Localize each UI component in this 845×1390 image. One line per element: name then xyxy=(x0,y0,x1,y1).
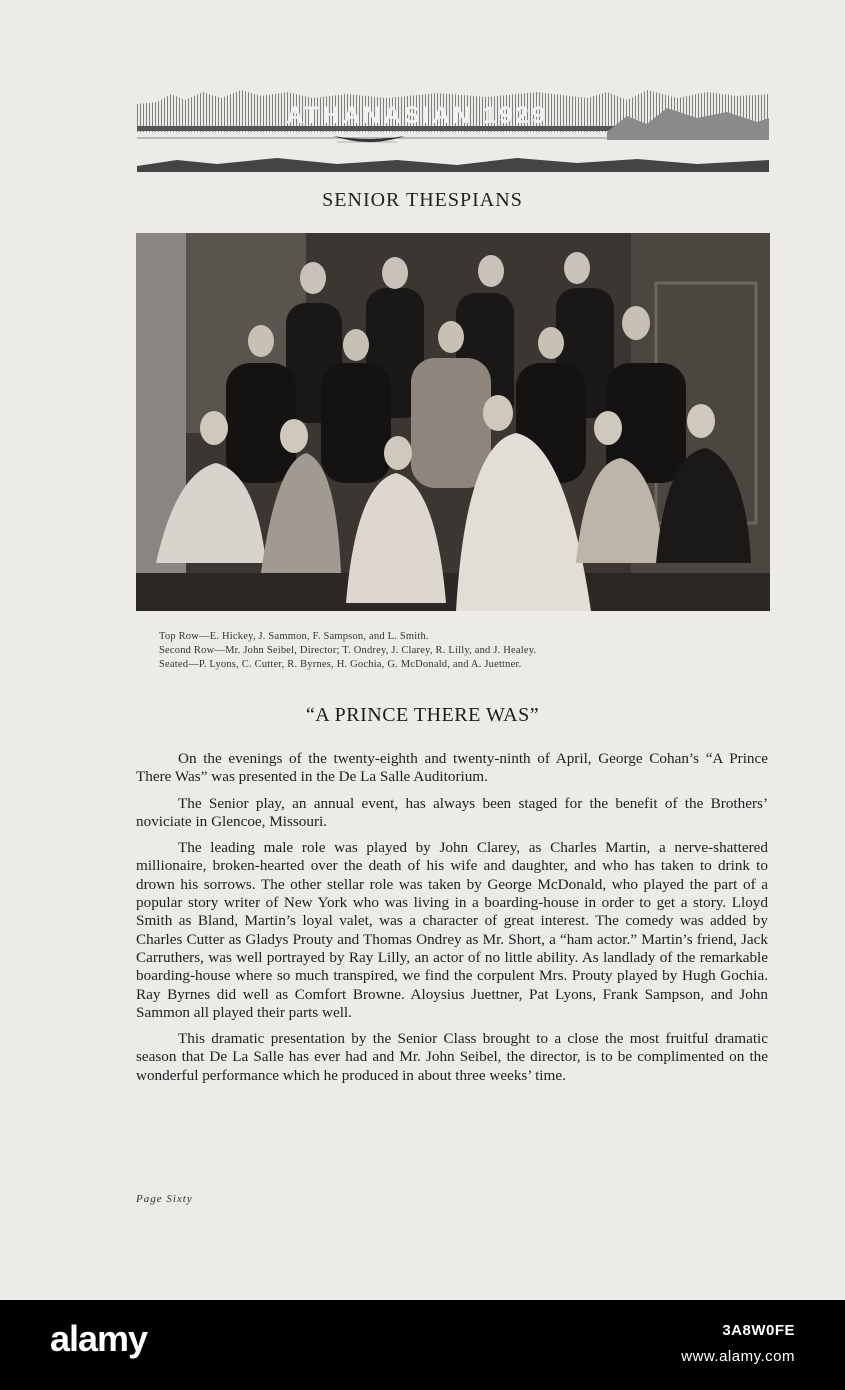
group-photograph-illustration xyxy=(136,233,770,611)
group-photograph xyxy=(136,233,770,611)
yearbook-banner xyxy=(137,88,769,176)
site-url: www.alamy.com xyxy=(681,1348,795,1365)
article-body xyxy=(136,750,768,1093)
paragraph-2: The Senior play, an annual event, has always been staged for the benefit of the Brothers’ noviciate in Glencoe, Missouri. xyxy=(136,794,768,830)
stock-watermark-footer xyxy=(0,1300,845,1390)
caption-second-row: Second Row—Mr. John Seibel, Director; T. Ondrey, J. Clarey, R. Lilly, and J. Healey. xyxy=(159,645,537,656)
caption-top-row: Top Row—E. Hickey, J. Sammon, F. Sampson, and L. Smith. xyxy=(159,631,429,642)
play-title: “A PRINCE THERE WAS” xyxy=(305,704,540,726)
alamy-logo: alamy xyxy=(50,1318,148,1359)
image-id: 3A8W0FE xyxy=(722,1322,795,1339)
photo-caption xyxy=(159,630,759,672)
paragraph-1: On the evenings of the twenty-eighth and twenty-ninth of April, George Cohan’s “A Prince There Was” was presented in the De La Salle Auditorium. xyxy=(136,750,768,786)
caption-seated: Seated—P. Lyons, C. Cutter, R. Byrnes, H. Gochia, G. McDonald, and A. Juettner. xyxy=(159,659,522,670)
paragraph-4: This dramatic presentation by the Senior Class brought to a close the most fruitful dramatic season that De La Salle has ever had and Mr. John Seibel, the director, is to be complimented on the wonderful performance which he produced in about three weeks’ time. xyxy=(136,1030,768,1084)
paragraph-3: The leading male role was played by John Clarey, as Charles Martin, a nerve-shattered millionaire, broken-hearted over the death of his wife and daughter, and who has taken to drink to drown his sorrows. The other stellar role was taken by George McDonald, who played the part of a popular story writer of New York who was living in a boarding-house in order to get a story. Lloyd Smith as Bland, Martin’s loyal valet, was a character of great interest. The comedy was added by Charles Cutter as Gladys Prouty and Thomas Ondrey as Mr. Short, a “ham actor.” Martin’s friend, Jack Carruthers, was well portrayed by Ray Lilly, an actor of no little ability. As landlady of the remarkable boarding-house where so much transpired, we find the corpulent Mrs. Prouty played by Hugh Gochia. Ray Byrnes did well as Comfort Browne. Aloysius Juettner, Pat Lyons, Frank Sampson, and John Sammon all played their parts well. xyxy=(136,839,768,1021)
page-number: Page Sixty xyxy=(136,1193,193,1205)
section-title: SENIOR THESPIANS xyxy=(322,189,523,211)
banner-title: ATHANASIAN 1929 xyxy=(286,102,548,129)
